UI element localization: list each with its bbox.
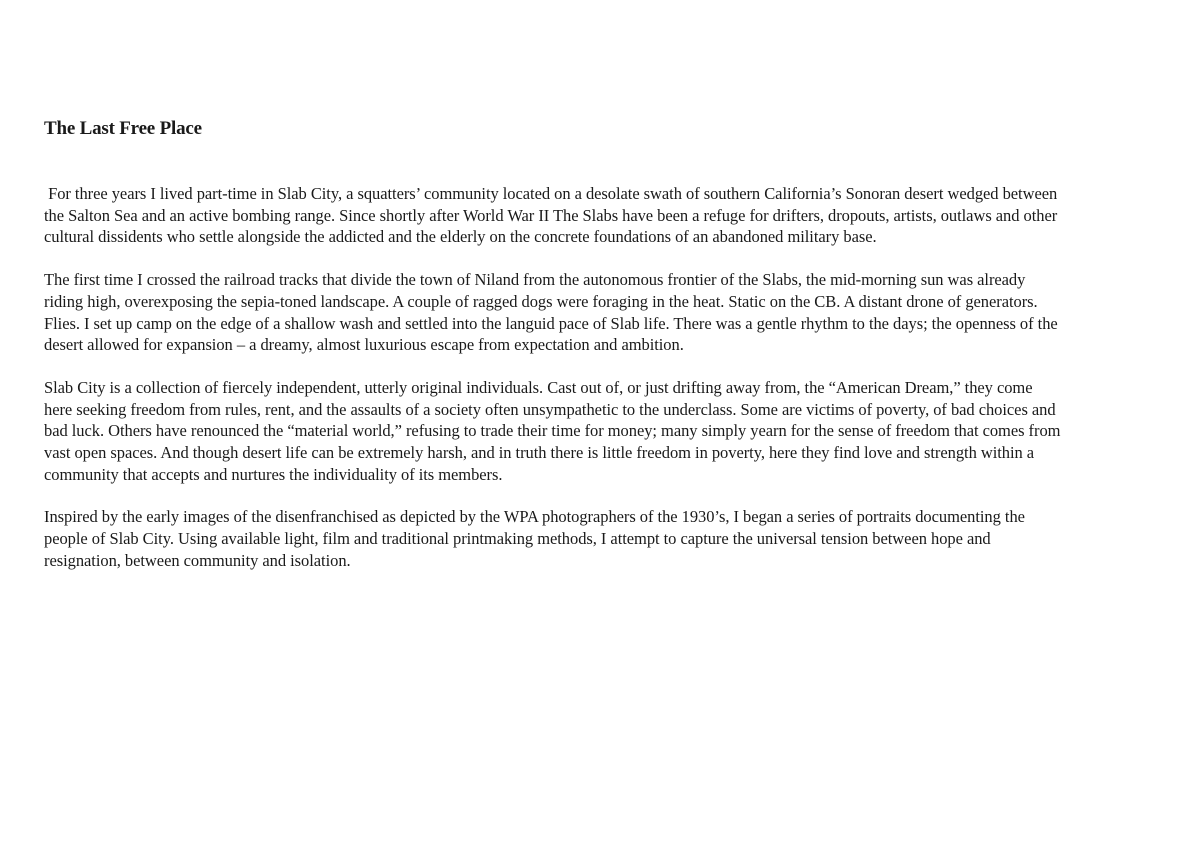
paragraph-2: The first time I crossed the railroad tracks that divide the town of Niland from the autonomous frontier of the Slabs, the mid-morning sun was already riding high, overexposing the sepia-toned landscape. A couple of ragged dogs were foraging in the heat. Static on the CB. A distant drone of generators. Flies. I set up camp on the edge of a shallow wash and settled into the languid pace of Slab life. There was a gentle rhythm to the days; the openness of the desert allowed for expansion – a dreamy, almost luxurious escape from expectation and ambition. <box>44 270 1062 355</box>
paragraph-4: Inspired by the early images of the disenfranchised as depicted by the WPA photographers of the 1930’s, I began a series of portraits documenting the people of Slab City. Using available light, film and traditional printmaking methods, I attempt to capture the universal tension between hope and resignation, between community and isolation. <box>44 507 1029 570</box>
paragraph-3: Slab City is a collection of fiercely independent, utterly original individuals. Cast out of, or just drifting away from, the “American Dream,” they come here seeking freedom from rules, rent, and the assaults of a society often unsympathetic to the underclass. Some are victims of poverty, of bad choices and bad luck. Others have renounced the “material world,” refusing to trade their time for money; many simply yearn for the sense of freedom that comes from vast open spaces. And though desert life can be extremely harsh, and in truth there is little freedom in poverty, here they find love and strength within a community that accepts and nurtures the individuality of its members. <box>44 377 1065 484</box>
document-body <box>44 183 1064 593</box>
page-title: The Last Free Place <box>44 118 202 139</box>
document-page <box>44 0 1064 862</box>
paragraph-1: For three years I lived part-time in Slab City, a squatters’ community located on a desolate swath of southern California’s Sonoran desert wedged between the Salton Sea and an active bombing range. Since shortly after World War II The Slabs have been a refuge for drifters, dropouts, artists, outlaws and other cultural dissidents who settle alongside the addicted and the elderly on the concrete foundations of an abandoned military base. <box>44 184 1062 247</box>
